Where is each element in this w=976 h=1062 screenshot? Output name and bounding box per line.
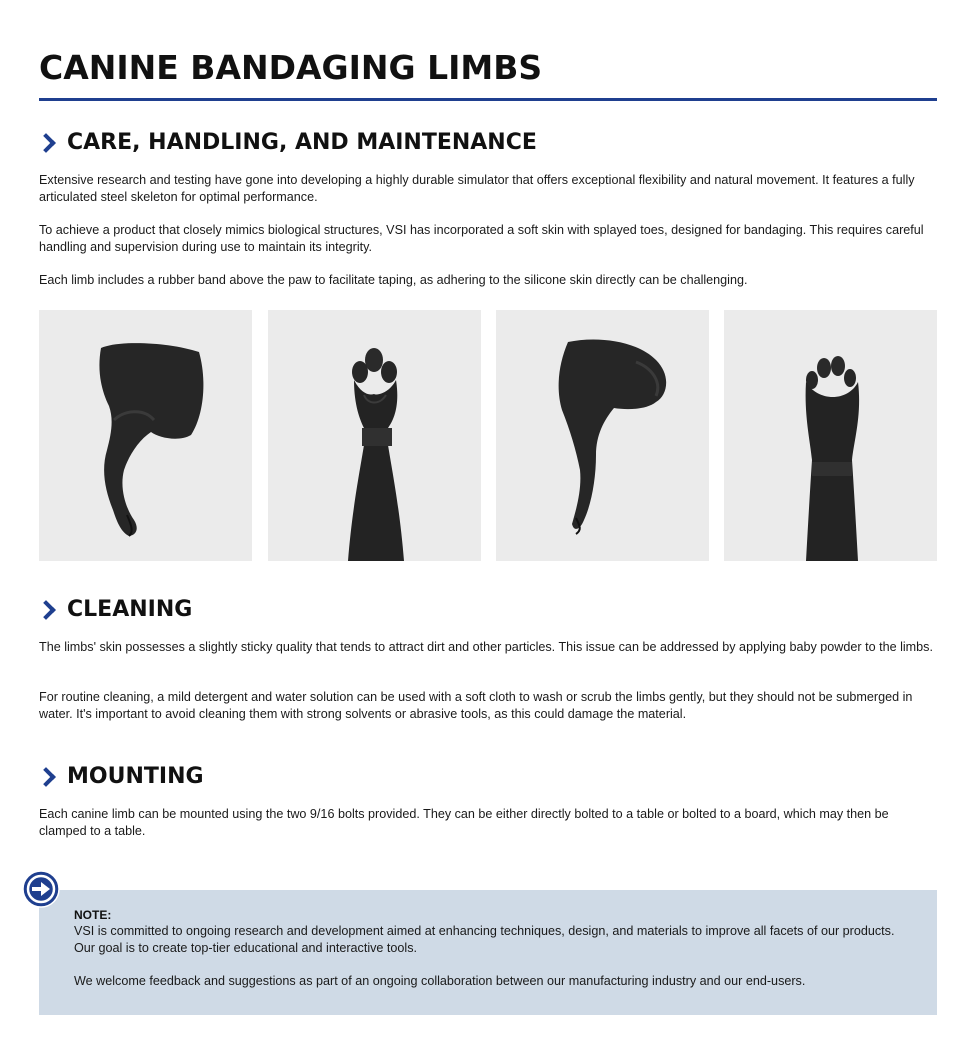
section-heading-cleaning-text: CLEANING xyxy=(67,597,193,622)
photo-paw-front xyxy=(268,310,481,561)
canine-limb-side-view-icon xyxy=(496,310,709,561)
section-heading-care-text: CARE, HANDLING, AND MAINTENANCE xyxy=(67,130,537,155)
canine-paw-front-view-icon xyxy=(268,310,481,561)
section-heading-mounting-text: MOUNTING xyxy=(67,764,204,789)
care-paragraph-3: Each limb includes a rubber band above the paw to facilitate taping, as adhering to the silicone skin directly can be challenging. xyxy=(39,273,748,287)
arrow-right-circle-icon xyxy=(22,870,60,908)
cleaning-paragraph-2: For routine cleaning, a mild detergent and water solution can be used with a soft cloth to wash or scrub the limbs gently, but they should not be submerged in water. It's important to avoid cleaning them with strong solvents or abrasive tools, as this could damage the material. xyxy=(39,690,913,721)
cleaning-paragraph-1: The limbs' skin possesses a slightly sticky quality that tends to attract dirt and other particles. This issue can be addressed by applying baby powder to the limbs. xyxy=(39,640,933,654)
photo-paw-back xyxy=(724,310,937,561)
chevron-right-icon xyxy=(36,767,56,787)
care-paragraph-2: To achieve a product that closely mimics biological structures, VSI has incorporated a soft skin with splayed toes, designed for bandaging. This requires careful handling and supervision during use to maintain its integrity. xyxy=(39,223,924,254)
limb-photo-gallery xyxy=(39,310,937,561)
section-heading-care xyxy=(39,130,537,155)
note-paragraph-1: VSI is committed to ongoing research and development aimed at enhancing techniques, design, and materials to improve all facets of our products. Our goal is to create top-tier educational and interactive tools. xyxy=(74,924,895,955)
canine-limb-side-view-icon xyxy=(39,310,252,561)
page-title: CANINE BANDAGING LIMBS xyxy=(39,48,543,87)
chevron-right-icon xyxy=(36,133,56,153)
photo-limb-side-2 xyxy=(496,310,709,561)
section-heading-mounting xyxy=(39,764,204,789)
care-paragraph-1: Extensive research and testing have gone into developing a highly durable simulator that offers exceptional flexibility and natural movement. It features a fully articulated steel skeleton for optimal performance. xyxy=(39,173,915,204)
canine-paw-back-view-icon xyxy=(724,310,937,561)
chevron-right-icon xyxy=(36,600,56,620)
photo-limb-side-1 xyxy=(39,310,252,561)
note-paragraph-2: We welcome feedback and suggestions as part of an ongoing collaboration between our manufacturing industry and our end-users. xyxy=(74,974,806,988)
section-heading-cleaning xyxy=(39,597,192,622)
mounting-paragraph-1: Each canine limb can be mounted using the two 9/16 bolts provided. They can be either directly bolted to a table or bolted to a board, which may then be clamped to a table. xyxy=(39,807,889,838)
note-label: NOTE: xyxy=(74,908,112,922)
title-divider xyxy=(39,98,937,101)
